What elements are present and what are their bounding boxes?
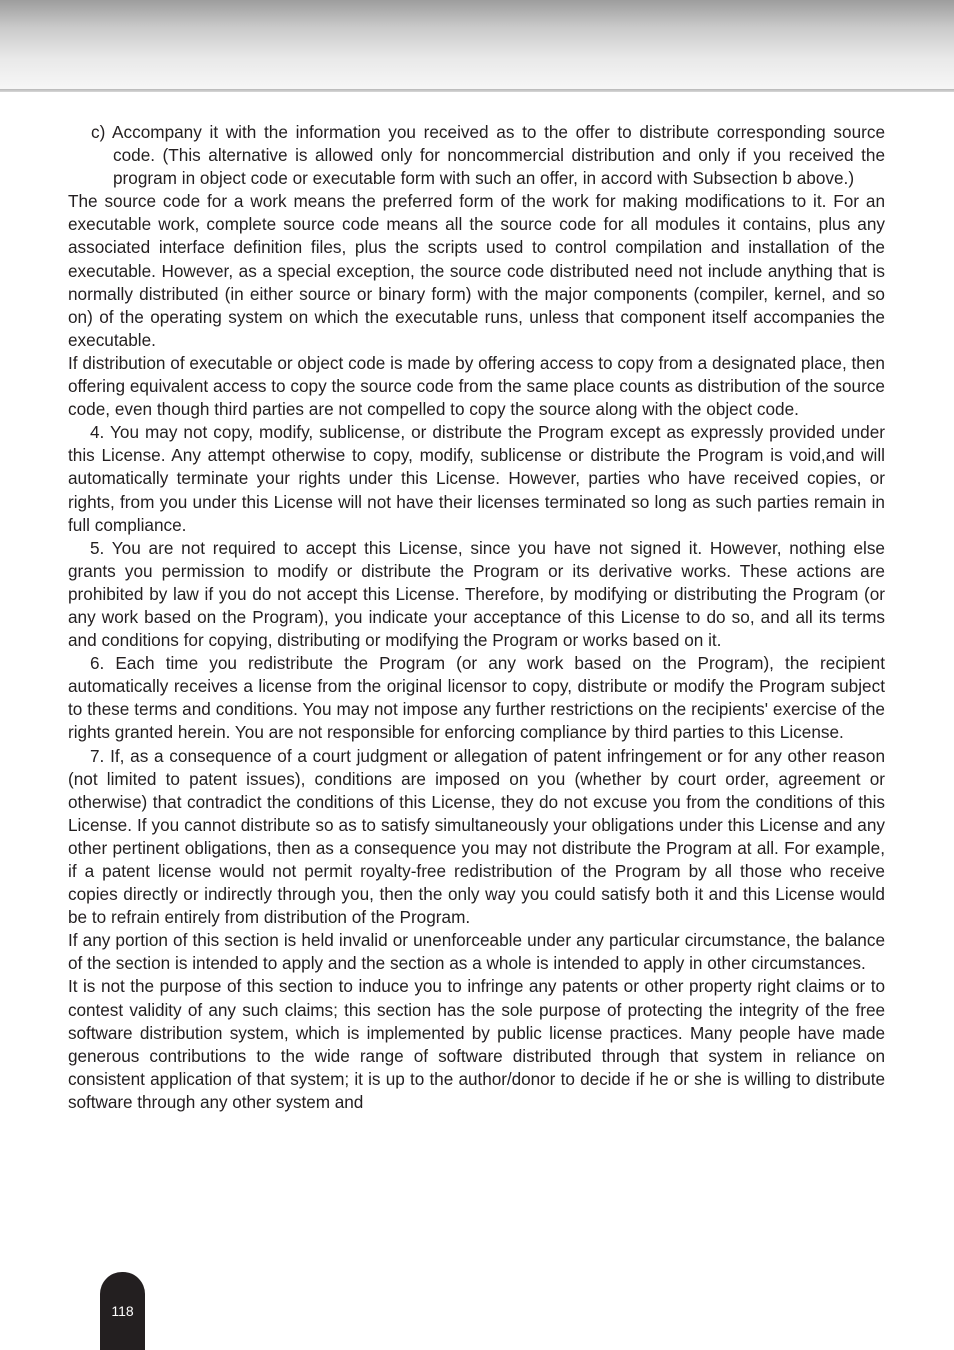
clause-5-paragraph: 5. You are not required to accept this License, since you have not signed it. However, nothing else grants you permission to modify or distribute the Program or its derivative works. These actions are prohibited by law if you do not accept this License. Therefore, by modifying or distributing the Program (or any work based on the Program), you indicate your acceptance of this License to do so, and all its terms and conditions for copying, distributing or modifying the Program or works based on it.	[68, 537, 885, 651]
severability-paragraph: If any portion of this section is held invalid or unenforceable under any particular circumstance, the balance of the section is intended to apply and the section as a whole is intended to apply in other circumstances.	[68, 930, 885, 974]
clause-6-paragraph: 6. Each time you redistribute the Program (or any work based on the Program), the recipient automatically receives a license from the original licensor to copy, distribute or modify the Program subject to these terms and conditions. You may not impose any further restrictions on the recipients' exercise of the rights granted herein. You are not responsible for enforcing compliance by third parties to this License.	[68, 653, 885, 743]
clause-7-paragraph: 7. If, as a consequence of a court judgment or allegation of patent infringement or for any other reason (not limited to patent issues), conditions are imposed on you (whether by court order, agreement or otherwise) that contradict the conditions of this License, they do not excuse you from the conditions of this License. If you cannot distribute so as to satisfy simultaneously your obligations under this License and any other pertinent obligations, then as a consequence you may not distribute the Program at all. For example, if a patent license would not permit royalty-free redistribution of the Program by all those who receive copies directly or indirectly through you, then the only way you could satisfy both it and this License would be to refrain entirely from distribution of the Program.	[68, 745, 885, 928]
header-divider	[0, 89, 954, 92]
page-number-tab	[100, 1272, 145, 1350]
distribution-access-paragraph: If distribution of executable or object code is made by offering access to copy from a designated place, then offering equivalent access to copy the source code from the same place counts as distribution of the source code, even though third parties are not compelled to copy the source along with the object code.	[68, 352, 885, 420]
clause-3c-paragraph: c) Accompany it with the information you received as to the offer to distribute corresponding source code. (This alternative is allowed only for noncommercial distribution and only if you received the program in object code or executable form with such an offer, in accord with Subsection b above.)	[91, 122, 885, 189]
source-code-definition-paragraph: The source code for a work means the preferred form of the work for making modifications to it. For an executable work, complete source code means all the source code for all modules it contains, plus any associated interface definition files, plus the scripts used to control compilation and installation of the executable. However, as a special exception, the source code distributed need not include anything that is normally distributed (in either source or binary form) with the major components (compiler, kernel, and so on) of the operating system on which the executable runs, unless that component itself accompanies the executable.	[68, 191, 885, 350]
page-header-band	[0, 0, 954, 90]
purpose-paragraph: It is not the purpose of this section to induce you to infringe any patents or other property right claims or to contest validity of any such claims; this section has the sole purpose of protecting the integrity of the free software distribution system, which is implemented by public license practices. Many people have made generous contributions to the wide range of software distributed through that system in reliance on consistent application of that system; it is up to the author/donor to decide if he or she is willing to distribute software through any other system and	[68, 976, 885, 1112]
page-number: 118	[111, 1303, 134, 1319]
clause-4-paragraph: 4. You may not copy, modify, sublicense, or distribute the Program except as expressly provided under this License. Any attempt otherwise to copy, modify, sublicense or distribute the Program is void,and will automatically terminate your rights under this License. However, parties who have received copies, or rights, from you under this License will not have their licenses terminated so long as such parties remain in full compliance.	[68, 422, 885, 535]
license-text-body	[68, 121, 885, 1114]
